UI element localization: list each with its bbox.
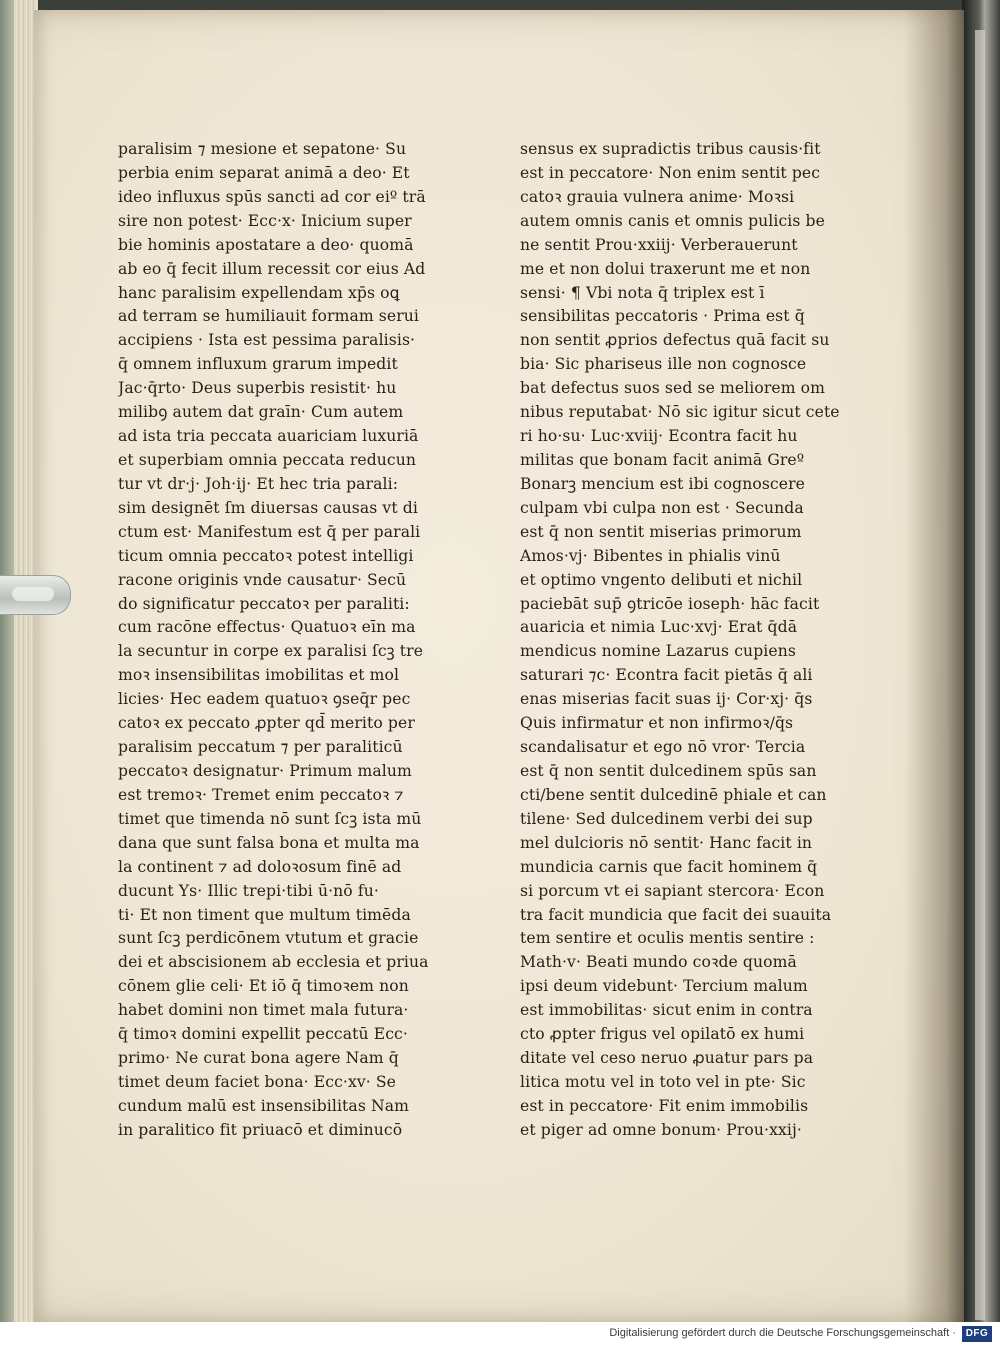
text-line: tur vt dr·j· Joh·ij· Et hec tria parali: <box>118 474 399 493</box>
text-line: ideo influxus spūs sancti ad cor eiº trā <box>118 187 426 206</box>
left-text-column <box>118 138 438 1143</box>
text-line: ab eo q̄ fecit illum recessit cor eius Ad <box>118 259 426 278</box>
text-line: est immobilitas· sicut enim in contra <box>520 1001 813 1020</box>
footer-bar <box>0 1322 1000 1347</box>
right-text-column <box>520 138 845 1143</box>
text-line: primo· Ne curat bona agere Nam q̄ <box>118 1049 399 1068</box>
text-line: si porcum vt ei sapiant stercora· Econ <box>520 881 825 900</box>
text-line: auaricia et nimia Luc·xvj· Erat q̄dā <box>520 618 798 637</box>
bookmark-clip-highlight <box>12 587 54 601</box>
text-line: et optimo vngento delibuti et nichil <box>520 570 803 589</box>
text-line: saturari ⁊c· Econtra facit pietās q̄ ali <box>520 666 813 685</box>
text-line: autem omnis canis et omnis pulicis be <box>520 211 825 230</box>
text-line: sim designēt ſm diuersas causas vt di <box>118 498 418 517</box>
text-line: ducunt Ys· Illic trepi·tibi ū·nō fu· <box>118 881 379 900</box>
text-line: mel dulcioris nō sentit· Hanc facit in <box>520 833 813 852</box>
text-line: est q̄ non sentit dulcedinem spūs san <box>520 761 817 780</box>
text-line: et piger ad omne bonum· Prou·xxij· <box>520 1120 802 1139</box>
text-line: Bonarꝫ mencium est ibi cognoscere <box>520 474 805 493</box>
bookmark-clip <box>0 575 71 615</box>
text-line: mundicia carnis que facit hominem q̄ <box>520 857 818 876</box>
text-line: est in peccatore· Fit enim immobilis <box>520 1096 809 1115</box>
text-line: paralisim ⁊ mesione et sepatone· Su <box>118 140 407 158</box>
text-line: dei et abscisionem ab ecclesia et priua <box>118 953 429 972</box>
dfg-logo: DFG <box>962 1326 992 1342</box>
text-line: dana que sunt falsa bona et multa ma <box>118 833 420 852</box>
text-line: milibꝯ autem dat graīn· Cum autem <box>118 403 404 422</box>
text-line: tem sentire et oculis mentis sentire : <box>520 929 815 948</box>
text-line: culpam vbi culpa non est · Secunda <box>520 498 804 517</box>
text-line: q̄ omnem influxum grarum impedit <box>118 355 398 374</box>
text-line: la continent ⁊ ad doloꝛosum finē ad <box>118 857 402 876</box>
text-line: cōnem glie celi· Et iō q̄ timoꝛem non <box>118 977 409 996</box>
text-line: perbia enim separat animā a deo· Et <box>118 163 410 182</box>
text-line: sire non potest· Ecc·x· Inicium super <box>118 211 412 230</box>
text-line: Quis infirmatur et non infirmoꝛ/q̄s <box>520 714 794 733</box>
text-line: moꝛ insensibilitas imobilitas et mol <box>118 666 400 685</box>
page-stack-shadow <box>0 0 14 1322</box>
text-line: militas que bonam facit animā Greº <box>520 450 805 469</box>
text-line: me et non dolui traxerunt me et non <box>520 259 811 278</box>
text-line: cto ꝓpter frigus vel opilatō ex humi <box>520 1025 805 1044</box>
text-line: non sentit ꝓprios defectus quā facit su <box>520 331 830 350</box>
text-line: sunt ſcꝫ perdicōnem vtutum et gracie <box>118 929 419 948</box>
text-line: tilene· Sed dulcedinem verbi dei sup <box>520 809 813 828</box>
text-line: ticum omnia peccatoꝛ potest intelligi <box>118 546 414 565</box>
text-line: cundum malū est insensibilitas Nam <box>118 1096 410 1115</box>
text-line: est in peccatore· Non enim sentit pec <box>520 163 821 182</box>
text-line: paralisim peccatum ⁊ per paraliticū <box>118 738 403 757</box>
text-line: ctum est· Manifestum est q̄ per parali <box>118 522 421 541</box>
text-line: cum racōne effectus· Quatuoꝛ eīn ma <box>118 618 416 637</box>
funding-credit: Digitalisierung gefördert durch die Deutsche Forschungsgemeinschaft · <box>609 1327 956 1339</box>
text-line: accipiens · Ista est pessima paralisis· <box>118 331 416 350</box>
text-line: ti· Et non timent que multum timēda <box>118 905 411 924</box>
text-line: timet que timenda nō sunt ſcꝫ ista mū <box>118 809 422 828</box>
text-line: racone originis vnde causatur· Secū <box>118 570 407 589</box>
text-line: ri ho·su· Luc·xviij· Econtra facit hu <box>520 427 798 446</box>
text-line: mendicus nomine Lazarus cupiens <box>520 642 796 661</box>
text-line: catoꝛ grauia vulnera anime· Moꝛsi <box>520 187 795 206</box>
text-line: catoꝛ ex peccato ꝓpter qd̄ merito per <box>118 714 415 733</box>
text-line: q̄ timoꝛ domini expellit peccatū Ecc· <box>118 1025 408 1044</box>
text-line: sensibilitas peccatoris · Prima est q̄ <box>520 307 805 326</box>
text-line: sensi· ¶ Vbi nota q̄ triplex est ī <box>520 283 765 302</box>
text-line: licies· Hec eadem quatuoꝛ ꝯseq̄r pec <box>118 690 411 709</box>
text-line: sensus ex supradictis tribus causis·fit <box>520 140 821 158</box>
text-line: la secuntur in corpe ex paralisi ſcꝫ tre <box>118 642 424 661</box>
text-line: ad ista tria peccata auariciam luxuriā <box>118 427 419 446</box>
text-line: ad terram se humiliauit formam serui <box>118 307 420 326</box>
text-line: enas miserias facit suas ij· Cor·xj· q̄s <box>520 690 813 709</box>
text-line: ditate vel ceso neruo ꝓuatur pars pa <box>520 1049 814 1068</box>
text-line: tra facit mundicia que facit dei suauita <box>520 905 832 924</box>
text-line: scandalisatur et ego nō vror· Tercia <box>520 738 806 757</box>
text-line: hanc paralisim expellendam xp̄s oꝗ <box>118 283 400 302</box>
text-line: peccatoꝛ designatur· Primum malum <box>118 761 412 780</box>
text-line: est tremoꝛ· Tremet enim peccatoꝛ ⁊ <box>118 785 404 804</box>
text-line: Amos·vj· Bibentes in phialis vinū <box>520 546 781 565</box>
page-gutter-shadow <box>904 10 964 1322</box>
text-line: ne sentit Prou·xxiij· Verberauerunt <box>520 235 798 254</box>
text-line: nibus reputabat· Nō sic igitur sicut cete <box>520 403 840 422</box>
text-line: et superbiam omnia peccata reducun <box>118 450 417 469</box>
text-line: bia· Sic phariseus ille non cognosce <box>520 355 807 374</box>
text-line: litica motu vel in toto vel in pte· Sic <box>520 1072 806 1091</box>
facing-page-edge <box>975 30 985 1320</box>
text-line: paciebāt sup̄ ꝯtricōe ioseph· hāc facit <box>520 594 820 613</box>
text-line: Math·v· Beati mundo coꝛde quomā <box>520 953 797 972</box>
text-line: cti/bene sentit dulcedinē phiale et can <box>520 785 827 804</box>
text-line: habet domini non timet mala futura· <box>118 1001 409 1020</box>
text-line: in paralitico fit priuacō et diminucō <box>118 1120 403 1139</box>
text-line: est q̄ non sentit miserias primorum <box>520 522 802 541</box>
text-line: Jac·q̄rto· Deus superbis resistit· hu <box>118 379 397 398</box>
text-line: do significatur peccatoꝛ per paraliti: <box>118 594 410 613</box>
text-line: bat defectus suos sed se meliorem om <box>520 379 826 398</box>
text-line: timet deum faciet bona· Ecc·xv· Se <box>118 1072 396 1091</box>
text-line: bie hominis apostatare a deo· quomā <box>118 235 414 254</box>
text-line: ipsi deum videbunt· Tercium malum <box>520 977 808 996</box>
